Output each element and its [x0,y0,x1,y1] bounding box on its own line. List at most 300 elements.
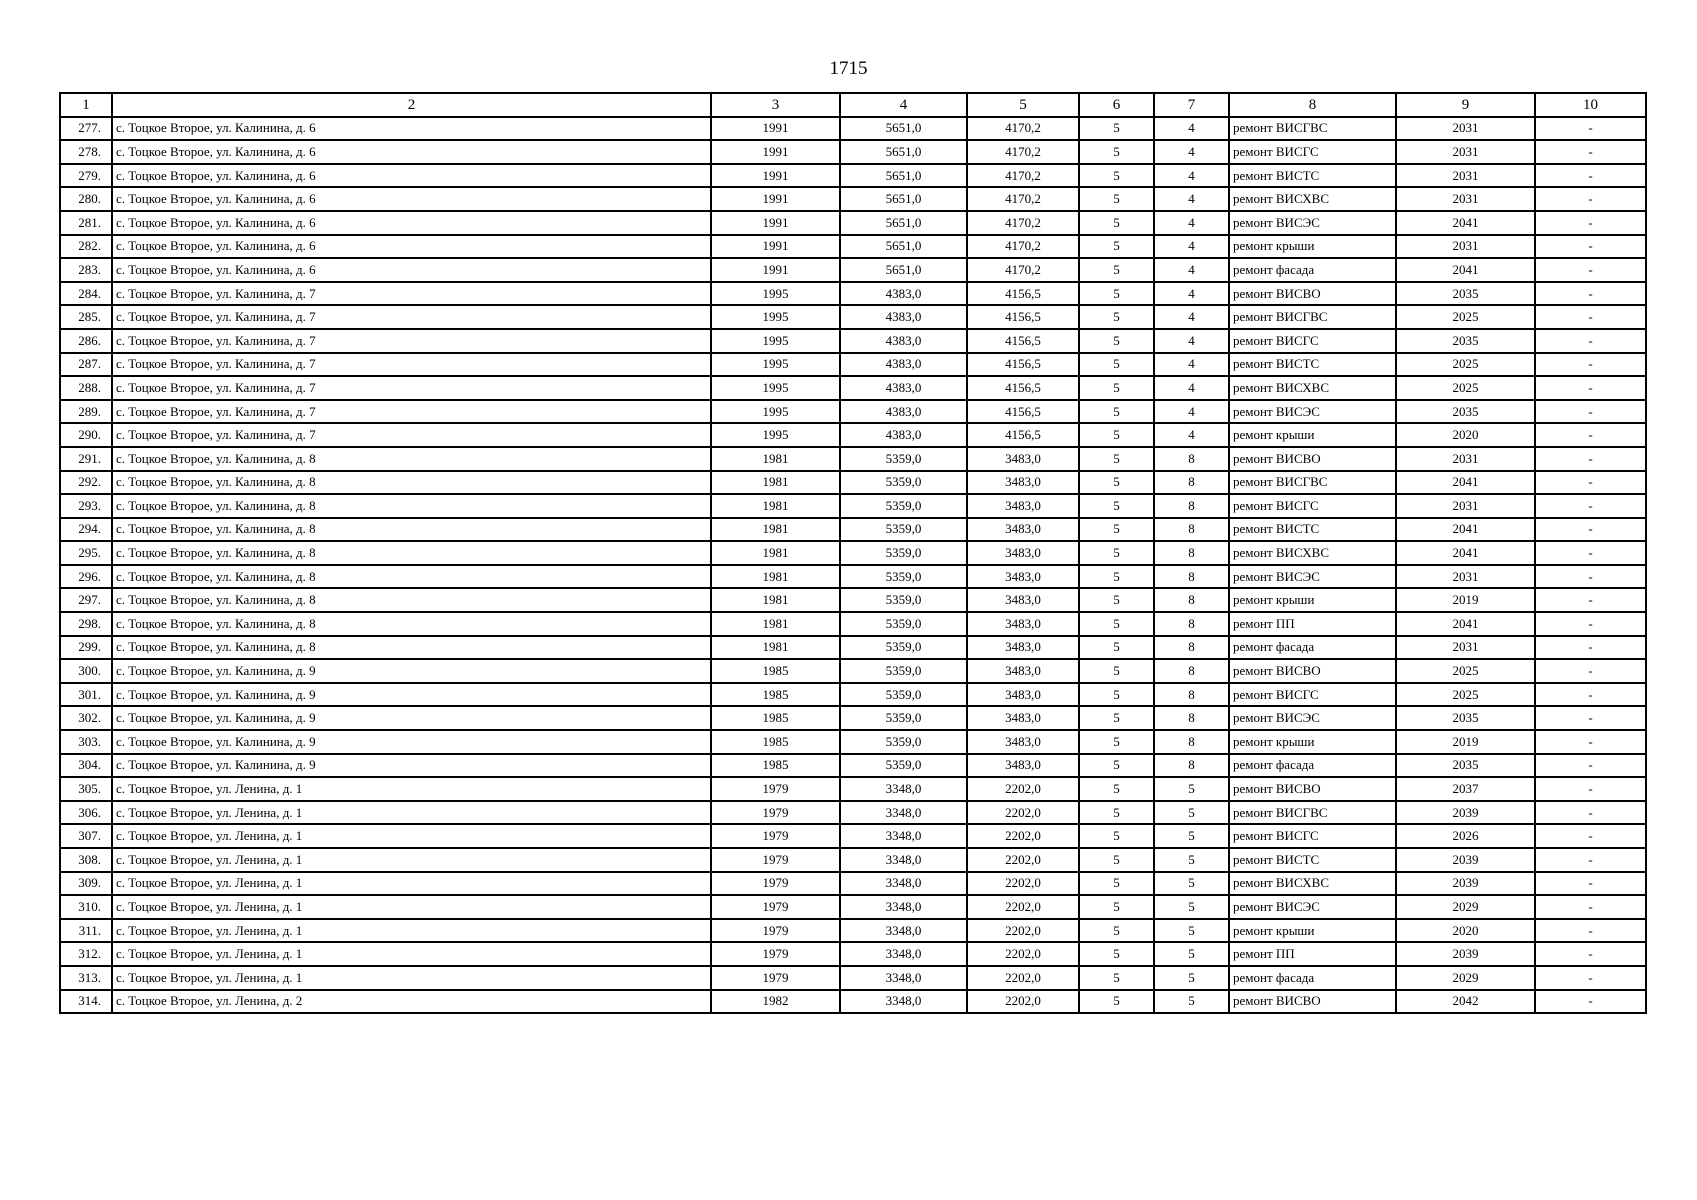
cell-col-number: 281. [60,211,112,235]
cell-col-year: 1981 [711,636,840,660]
cell-col-total-area: 3348,0 [840,966,967,990]
cell-col-year: 1979 [711,801,840,825]
table-row [60,706,1646,730]
cell-col-total-area: 4383,0 [840,353,967,377]
cell-col-number: 299. [60,636,112,660]
cell-col-plan-year: 2031 [1396,447,1535,471]
cell-col-entrances: 8 [1154,730,1229,754]
cell-col-floors: 5 [1079,282,1154,306]
cell-col-plan-year: 2029 [1396,966,1535,990]
cell-col-floors: 5 [1079,872,1154,896]
cell-col-plan-year: 2035 [1396,754,1535,778]
cell-col-year: 1981 [711,447,840,471]
cell-col-plan-year: 2031 [1396,636,1535,660]
cell-col-total-area: 5651,0 [840,187,967,211]
cell-col-address: с. Тоцкое Второе, ул. Ленина, д. 1 [112,919,711,943]
cell-col-number: 295. [60,541,112,565]
cell-col-floors: 5 [1079,541,1154,565]
table-row [60,353,1646,377]
table-row [60,518,1646,542]
cell-col-floors: 5 [1079,612,1154,636]
cell-col-total-area: 3348,0 [840,872,967,896]
cell-col-living-area: 4156,5 [967,305,1079,329]
cell-col-entrances: 8 [1154,612,1229,636]
table-row [60,636,1646,660]
table-row [60,777,1646,801]
cell-col-plan-year: 2025 [1396,376,1535,400]
cell-col-total-area: 5359,0 [840,518,967,542]
cell-col-entrances: 4 [1154,305,1229,329]
header-col-number: 1 [60,93,112,117]
cell-col-work-type: ремонт крыши [1229,423,1396,447]
table-row [60,164,1646,188]
cell-col-living-area: 3483,0 [967,706,1079,730]
cell-col-address: с. Тоцкое Второе, ул. Ленина, д. 1 [112,966,711,990]
cell-col-number: 298. [60,612,112,636]
cell-col-living-area: 4170,2 [967,187,1079,211]
cell-col-total-area: 4383,0 [840,329,967,353]
cell-col-number: 280. [60,187,112,211]
cell-col-year: 1979 [711,777,840,801]
cell-col-total-area: 4383,0 [840,376,967,400]
cell-col-entrances: 8 [1154,706,1229,730]
header-col-note: 10 [1535,93,1646,117]
cell-col-year: 1985 [711,683,840,707]
cell-col-year: 1991 [711,258,840,282]
cell-col-living-area: 4170,2 [967,235,1079,259]
cell-col-note: - [1535,848,1646,872]
cell-col-address: с. Тоцкое Второе, ул. Ленина, д. 1 [112,895,711,919]
cell-col-note: - [1535,140,1646,164]
cell-col-year: 1979 [711,872,840,896]
table-row [60,494,1646,518]
cell-col-entrances: 4 [1154,117,1229,141]
cell-col-living-area: 2202,0 [967,872,1079,896]
header-col-work-type: 8 [1229,93,1396,117]
cell-col-total-area: 4383,0 [840,282,967,306]
cell-col-number: 313. [60,966,112,990]
cell-col-note: - [1535,588,1646,612]
cell-col-work-type: ремонт ВИСТС [1229,518,1396,542]
cell-col-address: с. Тоцкое Второе, ул. Калинина, д. 6 [112,187,711,211]
table-row [60,919,1646,943]
table-row [60,872,1646,896]
cell-col-total-area: 3348,0 [840,895,967,919]
cell-col-work-type: ремонт фасада [1229,754,1396,778]
cell-col-year: 1979 [711,824,840,848]
cell-col-year: 1995 [711,376,840,400]
cell-col-living-area: 4170,2 [967,211,1079,235]
cell-col-note: - [1535,706,1646,730]
cell-col-entrances: 8 [1154,494,1229,518]
cell-col-floors: 5 [1079,447,1154,471]
cell-col-year: 1995 [711,353,840,377]
cell-col-plan-year: 2020 [1396,423,1535,447]
cell-col-floors: 5 [1079,258,1154,282]
cell-col-note: - [1535,400,1646,424]
header-col-entrances: 7 [1154,93,1229,117]
cell-col-floors: 5 [1079,211,1154,235]
cell-col-total-area: 5651,0 [840,164,967,188]
cell-col-number: 300. [60,659,112,683]
table-row [60,966,1646,990]
cell-col-floors: 5 [1079,777,1154,801]
cell-col-year: 1985 [711,730,840,754]
cell-col-entrances: 8 [1154,659,1229,683]
cell-col-address: с. Тоцкое Второе, ул. Калинина, д. 8 [112,447,711,471]
cell-col-plan-year: 2035 [1396,400,1535,424]
table-body [60,117,1646,1014]
cell-col-floors: 5 [1079,117,1154,141]
cell-col-note: - [1535,990,1646,1014]
cell-col-plan-year: 2019 [1396,588,1535,612]
cell-col-number: 292. [60,471,112,495]
cell-col-year: 1981 [711,588,840,612]
cell-col-number: 305. [60,777,112,801]
cell-col-address: с. Тоцкое Второе, ул. Ленина, д. 1 [112,824,711,848]
cell-col-entrances: 8 [1154,471,1229,495]
cell-col-work-type: ремонт крыши [1229,919,1396,943]
cell-col-work-type: ремонт крыши [1229,235,1396,259]
cell-col-living-area: 3483,0 [967,659,1079,683]
cell-col-year: 1981 [711,471,840,495]
cell-col-note: - [1535,659,1646,683]
cell-col-number: 283. [60,258,112,282]
cell-col-entrances: 8 [1154,447,1229,471]
cell-col-total-area: 5359,0 [840,541,967,565]
cell-col-number: 293. [60,494,112,518]
cell-col-living-area: 4156,5 [967,423,1079,447]
cell-col-work-type: ремонт фасада [1229,258,1396,282]
cell-col-work-type: ремонт ВИСГС [1229,329,1396,353]
cell-col-work-type: ремонт ВИСТС [1229,353,1396,377]
cell-col-total-area: 5651,0 [840,117,967,141]
cell-col-number: 307. [60,824,112,848]
cell-col-year: 1979 [711,848,840,872]
table-row [60,659,1646,683]
cell-col-plan-year: 2031 [1396,494,1535,518]
cell-col-plan-year: 2025 [1396,683,1535,707]
cell-col-plan-year: 2025 [1396,659,1535,683]
cell-col-entrances: 4 [1154,353,1229,377]
cell-col-entrances: 5 [1154,966,1229,990]
table-row [60,400,1646,424]
cell-col-plan-year: 2042 [1396,990,1535,1014]
cell-col-year: 1981 [711,565,840,589]
cell-col-total-area: 5359,0 [840,636,967,660]
cell-col-address: с. Тоцкое Второе, ул. Калинина, д. 8 [112,471,711,495]
cell-col-entrances: 8 [1154,518,1229,542]
cell-col-floors: 5 [1079,471,1154,495]
cell-col-work-type: ремонт крыши [1229,588,1396,612]
cell-col-work-type: ремонт ВИСВО [1229,447,1396,471]
cell-col-number: 306. [60,801,112,825]
cell-col-entrances: 5 [1154,801,1229,825]
cell-col-total-area: 5359,0 [840,588,967,612]
cell-col-year: 1982 [711,990,840,1014]
cell-col-entrances: 4 [1154,235,1229,259]
cell-col-address: с. Тоцкое Второе, ул. Ленина, д. 1 [112,942,711,966]
cell-col-note: - [1535,942,1646,966]
cell-col-plan-year: 2031 [1396,164,1535,188]
cell-col-plan-year: 2039 [1396,872,1535,896]
cell-col-plan-year: 2031 [1396,565,1535,589]
cell-col-number: 288. [60,376,112,400]
cell-col-work-type: ремонт фасада [1229,966,1396,990]
cell-col-living-area: 4170,2 [967,258,1079,282]
cell-col-number: 297. [60,588,112,612]
cell-col-total-area: 4383,0 [840,423,967,447]
cell-col-work-type: ремонт ВИСТС [1229,848,1396,872]
cell-col-number: 285. [60,305,112,329]
cell-col-work-type: ремонт ВИСХВС [1229,187,1396,211]
cell-col-number: 304. [60,754,112,778]
cell-col-note: - [1535,305,1646,329]
header-col-floors: 6 [1079,93,1154,117]
cell-col-floors: 5 [1079,919,1154,943]
cell-col-work-type: ремонт ВИСВО [1229,282,1396,306]
cell-col-year: 1985 [711,659,840,683]
cell-col-floors: 5 [1079,942,1154,966]
cell-col-note: - [1535,683,1646,707]
cell-col-year: 1981 [711,494,840,518]
cell-col-living-area: 4170,2 [967,117,1079,141]
table-row [60,447,1646,471]
table-row [60,942,1646,966]
cell-col-floors: 5 [1079,423,1154,447]
cell-col-note: - [1535,518,1646,542]
cell-col-entrances: 4 [1154,423,1229,447]
cell-col-year: 1991 [711,187,840,211]
table-row [60,282,1646,306]
cell-col-entrances: 4 [1154,187,1229,211]
cell-col-floors: 5 [1079,990,1154,1014]
cell-col-entrances: 8 [1154,754,1229,778]
cell-col-total-area: 5359,0 [840,612,967,636]
cell-col-living-area: 2202,0 [967,895,1079,919]
cell-col-address: с. Тоцкое Второе, ул. Калинина, д. 8 [112,565,711,589]
cell-col-address: с. Тоцкое Второе, ул. Калинина, д. 6 [112,164,711,188]
cell-col-note: - [1535,423,1646,447]
cell-col-work-type: ремонт ВИСЭС [1229,211,1396,235]
cell-col-entrances: 4 [1154,282,1229,306]
cell-col-floors: 5 [1079,140,1154,164]
cell-col-entrances: 4 [1154,400,1229,424]
table-row [60,848,1646,872]
page-number: 1715 [829,58,868,79]
cell-col-address: с. Тоцкое Второе, ул. Калинина, д. 8 [112,518,711,542]
cell-col-plan-year: 2037 [1396,777,1535,801]
table-row [60,683,1646,707]
cell-col-work-type: ремонт ВИСГС [1229,494,1396,518]
cell-col-floors: 5 [1079,706,1154,730]
cell-col-plan-year: 2041 [1396,258,1535,282]
table-row [60,117,1646,141]
cell-col-floors: 5 [1079,518,1154,542]
cell-col-note: - [1535,258,1646,282]
cell-col-number: 277. [60,117,112,141]
cell-col-living-area: 4156,5 [967,282,1079,306]
cell-col-number: 302. [60,706,112,730]
cell-col-note: - [1535,187,1646,211]
cell-col-address: с. Тоцкое Второе, ул. Ленина, д. 2 [112,990,711,1014]
cell-col-year: 1991 [711,117,840,141]
cell-col-address: с. Тоцкое Второе, ул. Ленина, д. 1 [112,848,711,872]
cell-col-plan-year: 2031 [1396,140,1535,164]
cell-col-entrances: 8 [1154,683,1229,707]
cell-col-floors: 5 [1079,187,1154,211]
table-row [60,612,1646,636]
cell-col-floors: 5 [1079,636,1154,660]
cell-col-entrances: 5 [1154,824,1229,848]
cell-col-plan-year: 2041 [1396,211,1535,235]
cell-col-plan-year: 2041 [1396,471,1535,495]
cell-col-address: с. Тоцкое Второе, ул. Калинина, д. 6 [112,140,711,164]
cell-col-entrances: 4 [1154,211,1229,235]
table-row [60,305,1646,329]
cell-col-living-area: 2202,0 [967,919,1079,943]
cell-col-number: 282. [60,235,112,259]
cell-col-address: с. Тоцкое Второе, ул. Калинина, д. 8 [112,541,711,565]
cell-col-year: 1995 [711,400,840,424]
cell-col-address: с. Тоцкое Второе, ул. Калинина, д. 7 [112,353,711,377]
cell-col-living-area: 3483,0 [967,730,1079,754]
cell-col-address: с. Тоцкое Второе, ул. Калинина, д. 7 [112,305,711,329]
table-row [60,541,1646,565]
cell-col-note: - [1535,966,1646,990]
cell-col-plan-year: 2039 [1396,942,1535,966]
cell-col-total-area: 5359,0 [840,683,967,707]
table-row [60,754,1646,778]
cell-col-note: - [1535,541,1646,565]
cell-col-note: - [1535,353,1646,377]
table-row [60,824,1646,848]
header-col-total-area: 4 [840,93,967,117]
cell-col-note: - [1535,494,1646,518]
cell-col-plan-year: 2041 [1396,518,1535,542]
cell-col-total-area: 3348,0 [840,919,967,943]
table-row [60,801,1646,825]
cell-col-note: - [1535,282,1646,306]
cell-col-plan-year: 2041 [1396,612,1535,636]
cell-col-entrances: 5 [1154,919,1229,943]
cell-col-entrances: 5 [1154,942,1229,966]
cell-col-year: 1991 [711,164,840,188]
cell-col-plan-year: 2039 [1396,848,1535,872]
cell-col-year: 1979 [711,919,840,943]
cell-col-address: с. Тоцкое Второе, ул. Калинина, д. 8 [112,612,711,636]
cell-col-number: 312. [60,942,112,966]
cell-col-living-area: 2202,0 [967,824,1079,848]
cell-col-plan-year: 2031 [1396,117,1535,141]
cell-col-address: с. Тоцкое Второе, ул. Калинина, д. 8 [112,636,711,660]
cell-col-note: - [1535,235,1646,259]
table-row [60,376,1646,400]
cell-col-number: 278. [60,140,112,164]
cell-col-plan-year: 2041 [1396,541,1535,565]
cell-col-number: 287. [60,353,112,377]
cell-col-address: с. Тоцкое Второе, ул. Калинина, д. 9 [112,754,711,778]
header-col-address: 2 [112,93,711,117]
cell-col-total-area: 5359,0 [840,659,967,683]
cell-col-number: 310. [60,895,112,919]
table-row [60,329,1646,353]
cell-col-address: с. Тоцкое Второе, ул. Калинина, д. 7 [112,376,711,400]
cell-col-living-area: 4170,2 [967,164,1079,188]
cell-col-entrances: 4 [1154,258,1229,282]
cell-col-floors: 5 [1079,235,1154,259]
table-row [60,258,1646,282]
cell-col-number: 286. [60,329,112,353]
cell-col-work-type: ремонт ВИСГС [1229,683,1396,707]
table-row [60,187,1646,211]
cell-col-living-area: 4156,5 [967,329,1079,353]
cell-col-plan-year: 2026 [1396,824,1535,848]
header-col-plan-year: 9 [1396,93,1535,117]
cell-col-address: с. Тоцкое Второе, ул. Калинина, д. 9 [112,683,711,707]
cell-col-floors: 5 [1079,305,1154,329]
cell-col-address: с. Тоцкое Второе, ул. Ленина, д. 1 [112,872,711,896]
cell-col-total-area: 3348,0 [840,824,967,848]
cell-col-living-area: 3483,0 [967,683,1079,707]
cell-col-total-area: 5359,0 [840,706,967,730]
cell-col-entrances: 4 [1154,140,1229,164]
cell-col-entrances: 8 [1154,636,1229,660]
cell-col-total-area: 5359,0 [840,754,967,778]
cell-col-floors: 5 [1079,730,1154,754]
table-row [60,235,1646,259]
cell-col-floors: 5 [1079,659,1154,683]
header-col-living-area: 5 [967,93,1079,117]
cell-col-address: с. Тоцкое Второе, ул. Калинина, д. 9 [112,659,711,683]
cell-col-floors: 5 [1079,966,1154,990]
cell-col-floors: 5 [1079,683,1154,707]
cell-col-note: - [1535,777,1646,801]
cell-col-living-area: 2202,0 [967,966,1079,990]
cell-col-address: с. Тоцкое Второе, ул. Калинина, д. 7 [112,329,711,353]
cell-col-work-type: ремонт ВИСГС [1229,824,1396,848]
cell-col-living-area: 3483,0 [967,612,1079,636]
cell-col-number: 289. [60,400,112,424]
cell-col-work-type: ремонт ВИСЭС [1229,706,1396,730]
cell-col-work-type: ремонт ВИСЭС [1229,895,1396,919]
cell-col-work-type: ремонт ВИСХВС [1229,872,1396,896]
cell-col-number: 296. [60,565,112,589]
cell-col-living-area: 2202,0 [967,990,1079,1014]
cell-col-plan-year: 2019 [1396,730,1535,754]
cell-col-address: с. Тоцкое Второе, ул. Калинина, д. 9 [112,706,711,730]
cell-col-note: - [1535,164,1646,188]
cell-col-plan-year: 2029 [1396,895,1535,919]
cell-col-plan-year: 2031 [1396,187,1535,211]
cell-col-address: с. Тоцкое Второе, ул. Ленина, д. 1 [112,801,711,825]
table-row [60,565,1646,589]
cell-col-living-area: 2202,0 [967,848,1079,872]
cell-col-work-type: ремонт ВИСГВС [1229,117,1396,141]
cell-col-living-area: 2202,0 [967,801,1079,825]
cell-col-address: с. Тоцкое Второе, ул. Калинина, д. 9 [112,730,711,754]
cell-col-year: 1979 [711,942,840,966]
cell-col-floors: 5 [1079,494,1154,518]
table-row [60,990,1646,1014]
cell-col-total-area: 3348,0 [840,942,967,966]
cell-col-address: с. Тоцкое Второе, ул. Калинина, д. 7 [112,423,711,447]
cell-col-plan-year: 2039 [1396,801,1535,825]
header-col-year: 3 [711,93,840,117]
cell-col-year: 1995 [711,282,840,306]
cell-col-address: с. Тоцкое Второе, ул. Калинина, д. 6 [112,235,711,259]
cell-col-plan-year: 2020 [1396,919,1535,943]
